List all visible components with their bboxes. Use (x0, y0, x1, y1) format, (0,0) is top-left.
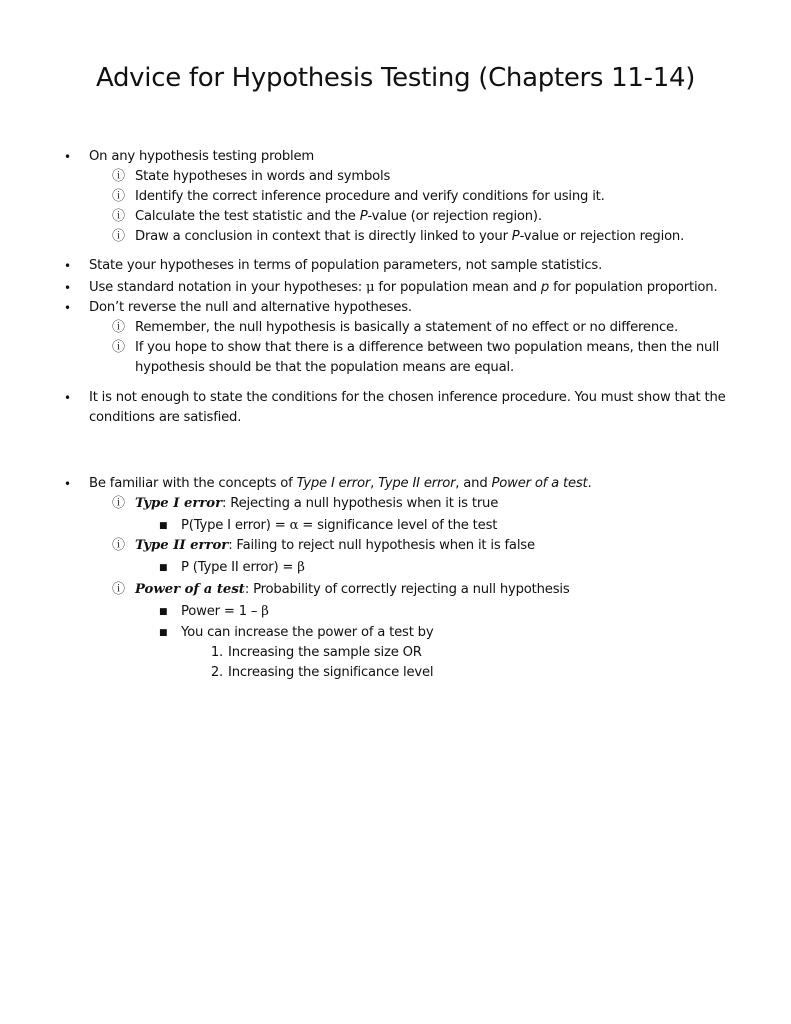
page-title: Advice for Hypothesis Testing (Chapters 11-14) (95, 63, 696, 93)
list-item (0, 278, 791, 298)
item-text: Draw a conclusion in context that is directly linked to your (135, 229, 512, 244)
item-text: It is not enough to state the conditions for the chosen inference procedure. You must show that the (89, 390, 726, 405)
sub-item (0, 318, 791, 338)
bullet-icon: • (64, 391, 71, 405)
detail-item (0, 623, 791, 643)
item-text: Remember, the null hypothesis is basically a statement of no effect or no difference. (135, 320, 678, 335)
item-text: = significance level of the test (298, 518, 498, 533)
sub-item (0, 338, 791, 358)
bullet-icon: • (64, 477, 71, 491)
item-text: You can increase the power of a test by (181, 625, 434, 640)
square-bullet-icon: ■ (159, 607, 168, 617)
term-power: Power of a test (491, 476, 588, 491)
beta-symbol: β (261, 604, 269, 619)
item-text: for population mean and (374, 280, 541, 295)
numbered-item (0, 643, 791, 663)
item-text: -value or rejection region. (519, 229, 685, 244)
list-item (0, 474, 791, 494)
item-text: : Rejecting a null hypothesis when it is true (222, 496, 499, 511)
sub-item (0, 580, 791, 600)
power-of-test-term: Power of a test (135, 582, 245, 597)
beta-symbol: β (297, 560, 305, 575)
detail-item (0, 558, 791, 578)
p-symbol: p (540, 280, 550, 295)
item-text: Power = 1 – (181, 604, 262, 619)
term-type-ii: Type II error (378, 476, 456, 491)
item-text: P (Type II error) = (181, 560, 298, 575)
sub-item (0, 536, 791, 556)
item-text: Use standard notation in your hypotheses: (89, 280, 367, 295)
list-item (0, 256, 791, 276)
info-icon: ⓘ (112, 582, 125, 597)
info-icon: ⓘ (112, 169, 125, 184)
term-type-i: Type I error (296, 476, 371, 491)
detail-item (0, 516, 791, 536)
item-text: If you hope to show that there is a difference between two population means, then the null (135, 340, 720, 355)
item-text: P(Type I error) = (181, 518, 290, 533)
numbered-item (0, 663, 791, 683)
type-i-error-term: Type I error (135, 496, 223, 511)
info-icon: ⓘ (112, 229, 125, 244)
bullet-icon: • (64, 259, 71, 273)
item-text: Increasing the significance level (228, 665, 434, 680)
item-text: . (587, 476, 592, 491)
item-text: Increasing the sample size OR (228, 645, 422, 660)
alpha-symbol: α (289, 518, 299, 533)
document-body (0, 147, 791, 683)
sub-item (0, 187, 791, 207)
p-symbol: P (359, 209, 368, 224)
sub-item-continuation (0, 358, 791, 378)
square-bullet-icon: ■ (159, 628, 168, 638)
item-text: conditions are satisfied. (89, 410, 242, 425)
step-number: 1. (210, 645, 223, 660)
p-symbol: P (511, 229, 520, 244)
mu-symbol: μ (366, 280, 375, 295)
item-text: Don’t reverse the null and alternative hypotheses. (89, 300, 412, 315)
item-text: State hypotheses in words and symbols (135, 169, 391, 184)
info-icon: ⓘ (112, 209, 125, 224)
info-icon: ⓘ (112, 320, 125, 335)
sub-item (0, 227, 791, 247)
bullet-icon: • (64, 281, 71, 295)
list-item (0, 298, 791, 318)
bullet-icon: • (64, 150, 71, 164)
square-bullet-icon: ■ (159, 563, 168, 573)
item-text: , (370, 476, 379, 491)
info-icon: ⓘ (112, 340, 125, 355)
info-icon: ⓘ (112, 538, 125, 553)
step-number: 2. (210, 665, 223, 680)
item-text: , and (455, 476, 492, 491)
info-icon: ⓘ (112, 189, 125, 204)
item-text: On any hypothesis testing problem (89, 149, 315, 164)
bullet-icon: • (64, 301, 71, 315)
item-text: Be familiar with the concepts of (89, 476, 297, 491)
item-text: : Probability of correctly rejecting a null hypothesis (244, 582, 570, 597)
detail-item (0, 602, 791, 622)
item-text: Identify the correct inference procedure and verify conditions for using it. (135, 189, 605, 204)
list-item (0, 147, 791, 167)
type-ii-error-term: Type II error (135, 538, 229, 553)
sub-item (0, 167, 791, 187)
item-text: Calculate the test statistic and the (135, 209, 360, 224)
info-icon: ⓘ (112, 496, 125, 511)
list-item (0, 388, 791, 408)
square-bullet-icon: ■ (159, 521, 168, 531)
sub-item (0, 494, 791, 514)
item-text: -value (or rejection region). (367, 209, 542, 224)
item-text: for population proportion. (549, 280, 718, 295)
list-item-continuation (0, 408, 791, 428)
sub-item (0, 207, 791, 227)
item-text: hypothesis should be that the population means are equal. (135, 360, 514, 375)
item-text: : Failing to reject null hypothesis when it is false (228, 538, 535, 553)
item-text: State your hypotheses in terms of population parameters, not sample statistics. (89, 258, 603, 273)
